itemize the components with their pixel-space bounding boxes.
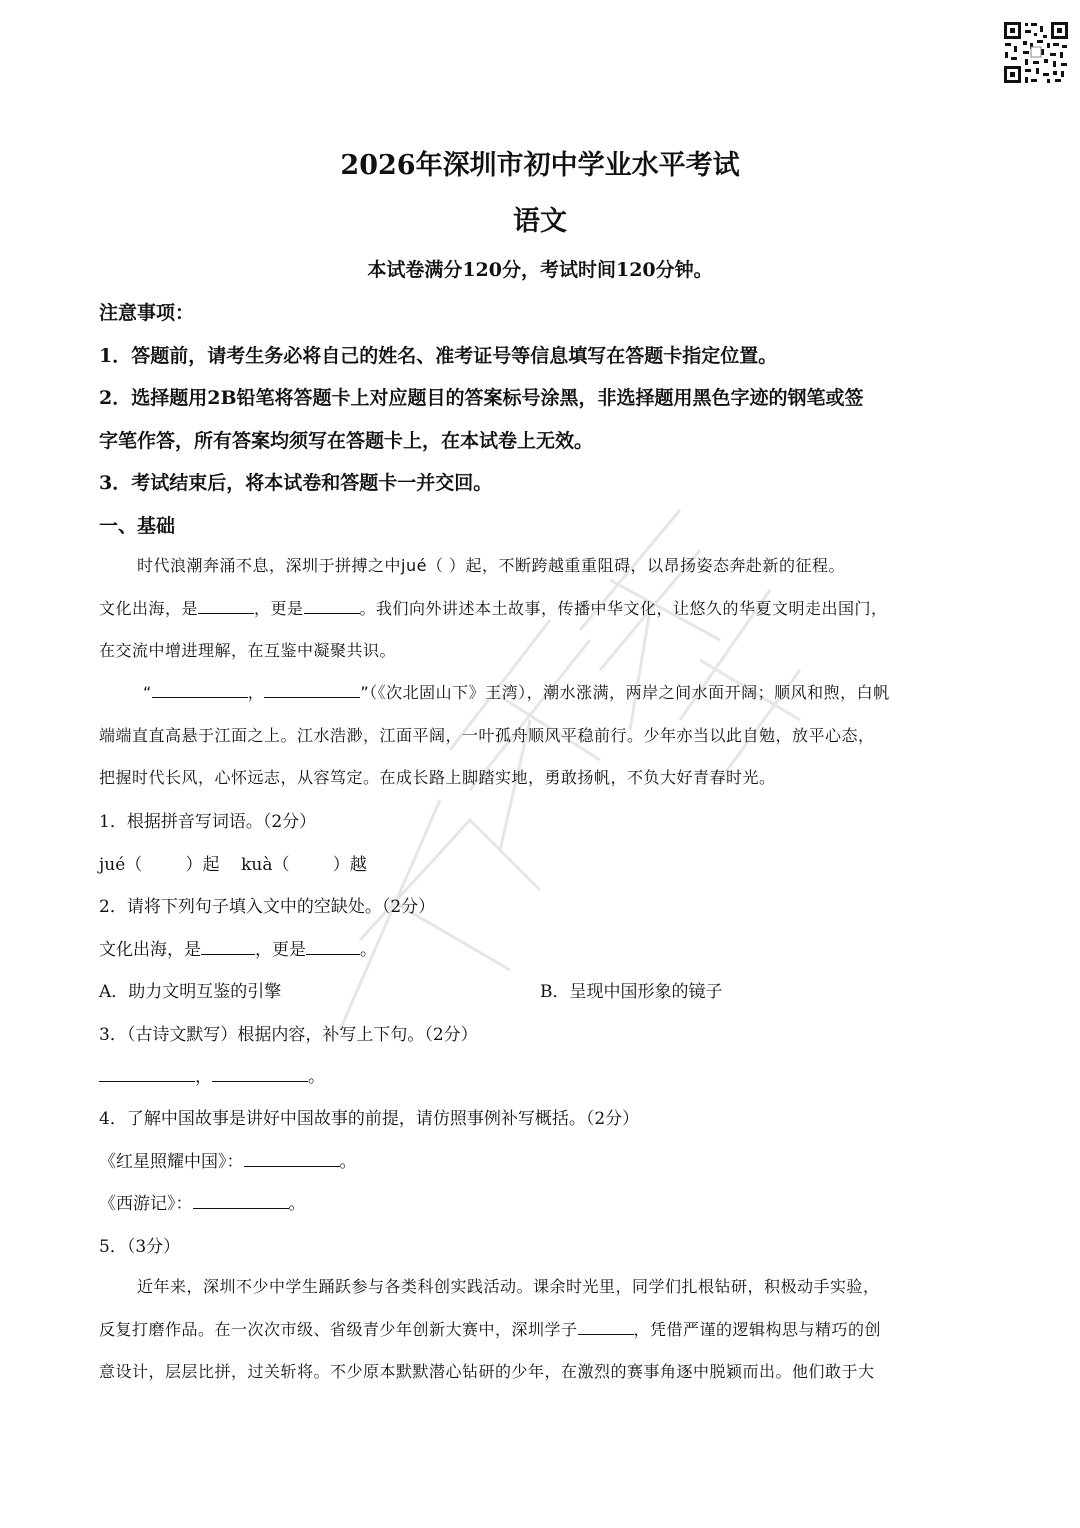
question-1-answer: jué（ ）起 kuà（ ）越 xyxy=(99,855,367,875)
answer-blank xyxy=(264,696,360,698)
question-4-book-2: 《西游记》： 。 xyxy=(99,1194,306,1214)
answer-blank xyxy=(198,612,254,614)
question-5-stem: 5．（3分） xyxy=(99,1237,181,1257)
answer-blank xyxy=(152,696,248,698)
question-3-stem: 3．（古诗文默写）根据内容，补写上下句。（2分） xyxy=(99,1025,478,1045)
answer-blank xyxy=(193,1207,289,1209)
answer-blank xyxy=(304,612,360,614)
question-2-sentence: 文化出海，是 ，更是 。 xyxy=(99,940,377,960)
passage1-line-3: 在交流中增进理解，在互鉴中凝聚共识。 xyxy=(99,641,397,660)
passage1-line-2: 文化出海，是 ，更是 。我们向外讲述本土故事，传播中华文化，让悠久的华夏文明走出国门， xyxy=(99,599,888,618)
answer-blank xyxy=(99,1080,195,1082)
question-1-stem: 1．根据拼音写词语。（2分） xyxy=(99,812,317,832)
answer-blank xyxy=(244,1165,340,1167)
passage2-line-3: 把握时代长风，心怀远志，从容笃定。在成长路上脚踏实地，勇敢扬帆，不负大好青春时光。 xyxy=(99,768,776,787)
notes-item-2-line-2: 字笔作答，所有答案均须写在答题卡上，在本试卷上无效。 xyxy=(99,430,594,452)
notes-item-3: 3．考试结束后，将本试卷和答题卡一并交回。 xyxy=(99,472,493,494)
qr-code-icon xyxy=(1003,21,1069,84)
subject-title: 语文 xyxy=(513,206,567,237)
question-4-book-1: 《红星照耀中国》： 。 xyxy=(99,1152,357,1172)
question-5-line-1: 近年来，深圳不少中学生踊跃参与各类科创实践活动。课余时光里，同学们扎根钻研，积极动手实验， xyxy=(137,1277,880,1296)
page-title: 2026年深圳市初中学业水平考试 xyxy=(340,150,740,181)
notes-heading: 注意事项： xyxy=(99,302,195,324)
passage2-line-1: “ ， ”（《次北固山下》王湾），潮水涨满，两岸之间水面开阔；顺风和煦，白帆 xyxy=(143,683,890,702)
answer-blank xyxy=(212,1080,308,1082)
question-2-stem: 2．请将下列句子填入文中的空缺处。（2分） xyxy=(99,897,436,917)
question-5-line-3: 意设计，层层比拼，过关斩将。不少原本默默潜心钻研的少年，在激烈的赛事角逐中脱颖而出。他们敢于大 xyxy=(99,1362,875,1381)
question-5-line-2: 反复打磨作品。在一次次市级、省级青少年创新大赛中，深圳学子 ，凭借严谨的逻辑构思与精巧的创 xyxy=(99,1320,882,1339)
section-heading: 一、基础 xyxy=(99,515,176,537)
question-2-option-b: B．呈现中国形象的镜子 xyxy=(540,982,723,1002)
answer-blank xyxy=(578,1333,634,1335)
exam-info: 本试卷满分120分，考试时间120分钟。 xyxy=(367,259,713,281)
passage1-line-1: 时代浪潮奔涌不息，深圳于拼搏之中jué（ ）起，不断跨越重重阻碍，以昂扬姿态奔赴新的征程。 xyxy=(137,556,846,575)
passage2-line-2: 端端直直高悬于江面之上。江水浩渺，江面平阔，一叶孤舟顺风平稳前行。少年亦当以此自勉，放平心态， xyxy=(99,726,875,745)
question-4-stem: 4．了解中国故事是讲好中国故事的前提，请仿照事例补写概括。（2分） xyxy=(99,1109,640,1129)
notes-item-1: 1．答题前，请考生务必将自己的姓名、准考证号等信息填写在答题卡指定位置。 xyxy=(99,345,778,367)
answer-blank xyxy=(201,953,255,955)
answer-blank xyxy=(306,953,360,955)
notes-item-2-line-1: 2．选择题用2B铅笔将答题卡上对应题目的答案标号涂黑，非选择题用黑色字迹的钢笔或签 xyxy=(99,387,864,409)
question-3-answer: ， 。 xyxy=(99,1062,325,1087)
question-2-option-a: A．助力文明互鉴的引擎 xyxy=(99,982,282,1002)
